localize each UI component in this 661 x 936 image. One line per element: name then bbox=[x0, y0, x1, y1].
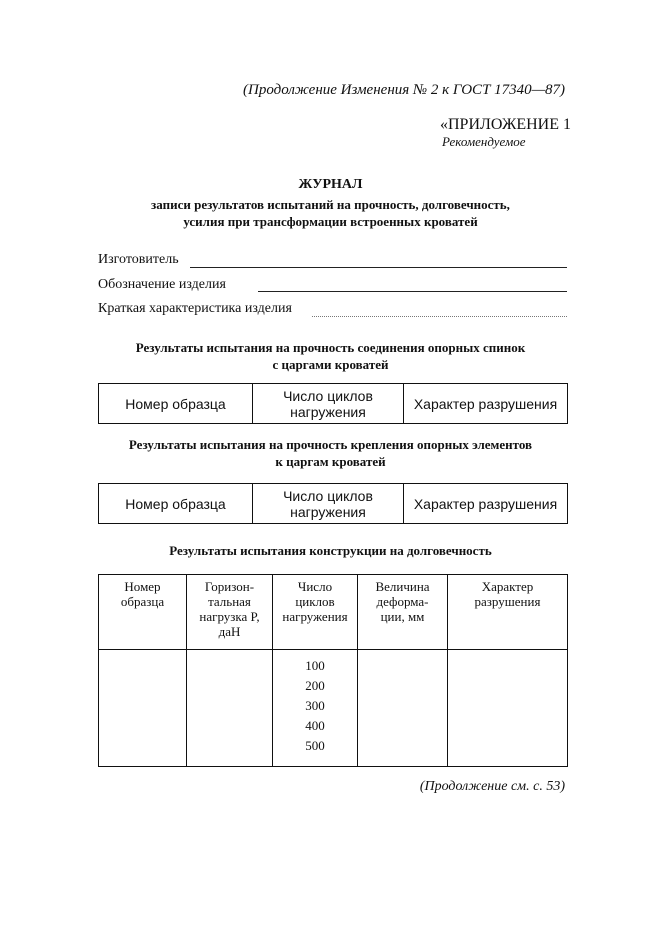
section2-title-line1: Результаты испытания на прочность крепления опорных элементов bbox=[128, 437, 533, 452]
cycle-value: 100 bbox=[305, 658, 325, 673]
characteristic-line bbox=[312, 316, 567, 317]
cycle-value: 400 bbox=[305, 718, 325, 733]
section3-title: Результаты испытания конструкции на долговечность bbox=[169, 543, 492, 558]
section3-cell-load bbox=[187, 650, 273, 767]
section3-table bbox=[98, 574, 568, 767]
journal-subtitle bbox=[0, 196, 661, 230]
section2-title bbox=[0, 436, 661, 470]
cycle-value: 200 bbox=[305, 678, 325, 693]
journal-subtitle-line2: усилия при трансформации встроенных кроватей bbox=[183, 214, 478, 229]
section3-cell-deformation bbox=[358, 650, 448, 767]
section2-col-failure: Характер разрушения bbox=[404, 484, 568, 524]
manufacturer-label: Изготовитель bbox=[98, 252, 179, 267]
section2-title-line2: к царгам кроватей bbox=[275, 454, 386, 469]
section1-col-cycles: Число циклов нагружения bbox=[253, 384, 404, 424]
section3-col-load: Горизон-тальная нагрузка P, даН bbox=[187, 575, 273, 650]
characteristic-label: Краткая характеристика изделия bbox=[98, 301, 292, 316]
section3-col-cycles: Число циклов нагружения bbox=[273, 575, 358, 650]
section1-col-sample: Номер образца bbox=[99, 384, 253, 424]
designation-label: Обозначение изделия bbox=[98, 277, 226, 292]
continuation-note: (Продолжение Изменения № 2 к ГОСТ 17340—87) bbox=[243, 82, 565, 98]
section3-cell-failure bbox=[448, 650, 568, 767]
journal-title: ЖУРНАЛ bbox=[298, 177, 363, 192]
section3-cell-cycles bbox=[273, 650, 358, 767]
section2-col-sample: Номер образца bbox=[99, 484, 253, 524]
section2-table bbox=[98, 483, 568, 524]
section1-table bbox=[98, 383, 568, 424]
section3-col-failure: Характер разрушения bbox=[448, 575, 568, 650]
section1-title bbox=[0, 339, 661, 373]
section1-title-line1: Результаты испытания на прочность соединения опорных спинок bbox=[135, 340, 526, 355]
recommended-label: Рекомендуемое bbox=[442, 134, 526, 149]
designation-line bbox=[258, 291, 567, 292]
cycle-value: 300 bbox=[305, 698, 325, 713]
footer-continuation: (Продолжение см. с. 53) bbox=[419, 779, 565, 794]
manufacturer-line bbox=[190, 267, 567, 268]
section1-title-line2: с царгами кроватей bbox=[272, 357, 389, 372]
section3-col-deformation: Величина деформа-ции, мм bbox=[358, 575, 448, 650]
section1-col-failure: Характер разрушения bbox=[404, 384, 568, 424]
section2-col-cycles: Число циклов нагружения bbox=[253, 484, 404, 524]
journal-subtitle-line1: записи результатов испытаний на прочность, долговечность, bbox=[151, 197, 510, 212]
section3-col-sample: Номер образца bbox=[99, 575, 187, 650]
appendix-label: «ПРИЛОЖЕНИЕ 1 bbox=[440, 116, 572, 133]
section3-cell-sample bbox=[99, 650, 187, 767]
cycle-value: 500 bbox=[305, 738, 325, 753]
